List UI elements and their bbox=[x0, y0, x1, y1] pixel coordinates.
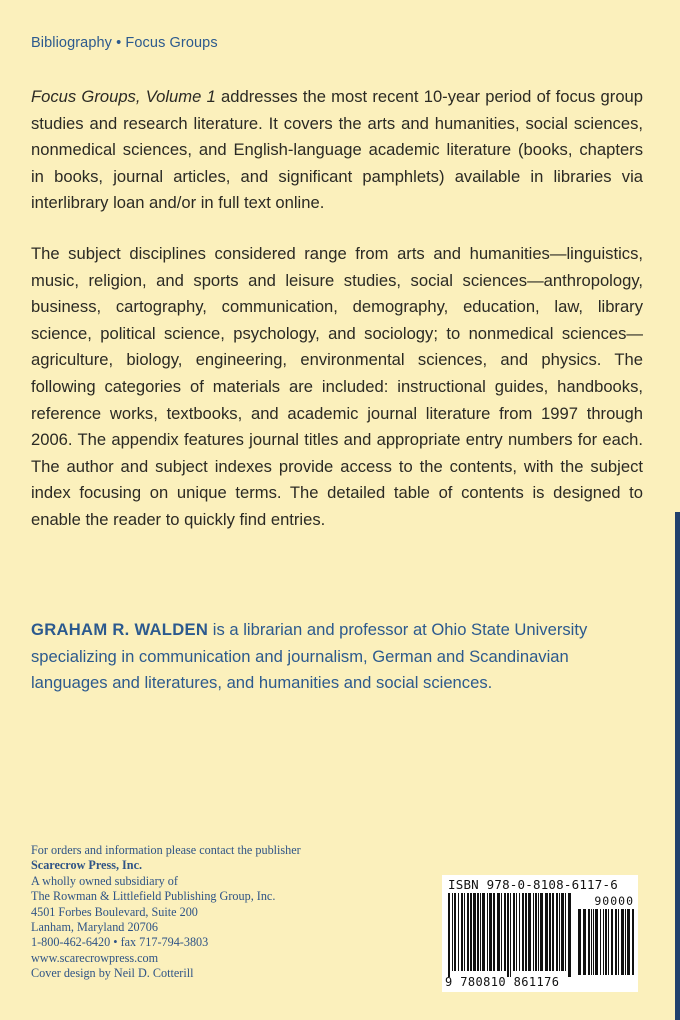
book-title: Focus Groups, Volume 1 bbox=[31, 87, 216, 106]
isbn-number: ISBN 978-0-8108-6117-6 bbox=[448, 877, 618, 892]
author-name: GRAHAM R. WALDEN bbox=[31, 620, 209, 639]
publisher-contact bbox=[31, 843, 391, 982]
city-address: Lanham, Maryland 20706 bbox=[31, 920, 158, 935]
publisher-name: Scarecrow Press, Inc. bbox=[31, 858, 143, 873]
author-bio bbox=[31, 617, 643, 697]
phone-numbers: 1-800-462-6420 • fax 717-794-3803 bbox=[31, 935, 209, 950]
description-text-1: addresses the most recent 10-year period of focus group studies and research literature. It covers the arts and humanities, social sciences, nonmedical sciences, and English-language academic literature (books, chapters in books, journal articles, and significant pamphlets) available in libraries via interlibrary loan and/or in full text online. bbox=[31, 87, 644, 213]
street-address: 4501 Forbes Boulevard, Suite 200 bbox=[31, 904, 198, 919]
description-paragraph-1 bbox=[31, 84, 643, 217]
ean-digits: 9 780810 861176 bbox=[445, 975, 560, 989]
spine-edge bbox=[675, 512, 680, 1020]
category-label: Bibliography • Focus Groups bbox=[31, 35, 218, 51]
price-code: 90000 bbox=[594, 894, 634, 908]
cover-credit: Cover design by Neil D. Cotterill bbox=[31, 966, 194, 981]
description-paragraph-2: The subject disciplines considered range from arts and humanities—linguistics, music, religion, and sports and leisure studies, social sciences—anthropology, business, cartography, communication, demography, education, law, library science, political science, psychology, and sociology; to nonmedical sciences—agriculture, biology, engineering, environmental sciences, and physics. The following categories of materials are included: instructional guides, handbooks, reference works, textbooks, and academic journal literature from 1997 through 2006. The appendix features journal titles and appropriate entry numbers for each. The author and subject indexes provide access to the contents, with the subject index focusing on unique terms. The detailed table of contents is designed to enable the reader to quickly find entries. bbox=[31, 244, 643, 529]
website-url: www.scarecrowpress.com bbox=[31, 950, 159, 965]
subsidiary-line: A wholly owned subsidiary of bbox=[31, 873, 178, 888]
author-bio-text: is a librarian and professor at Ohio State University specializing in communication and journalism, German and Scandinavian languages and literatures, and humanities and social sciences. bbox=[31, 620, 588, 693]
publisher-intro: For orders and information please contact the publisher bbox=[31, 843, 301, 857]
isbn-barcode bbox=[442, 875, 638, 992]
parent-company: The Rowman & Littlefield Publishing Group, Inc. bbox=[31, 889, 276, 904]
